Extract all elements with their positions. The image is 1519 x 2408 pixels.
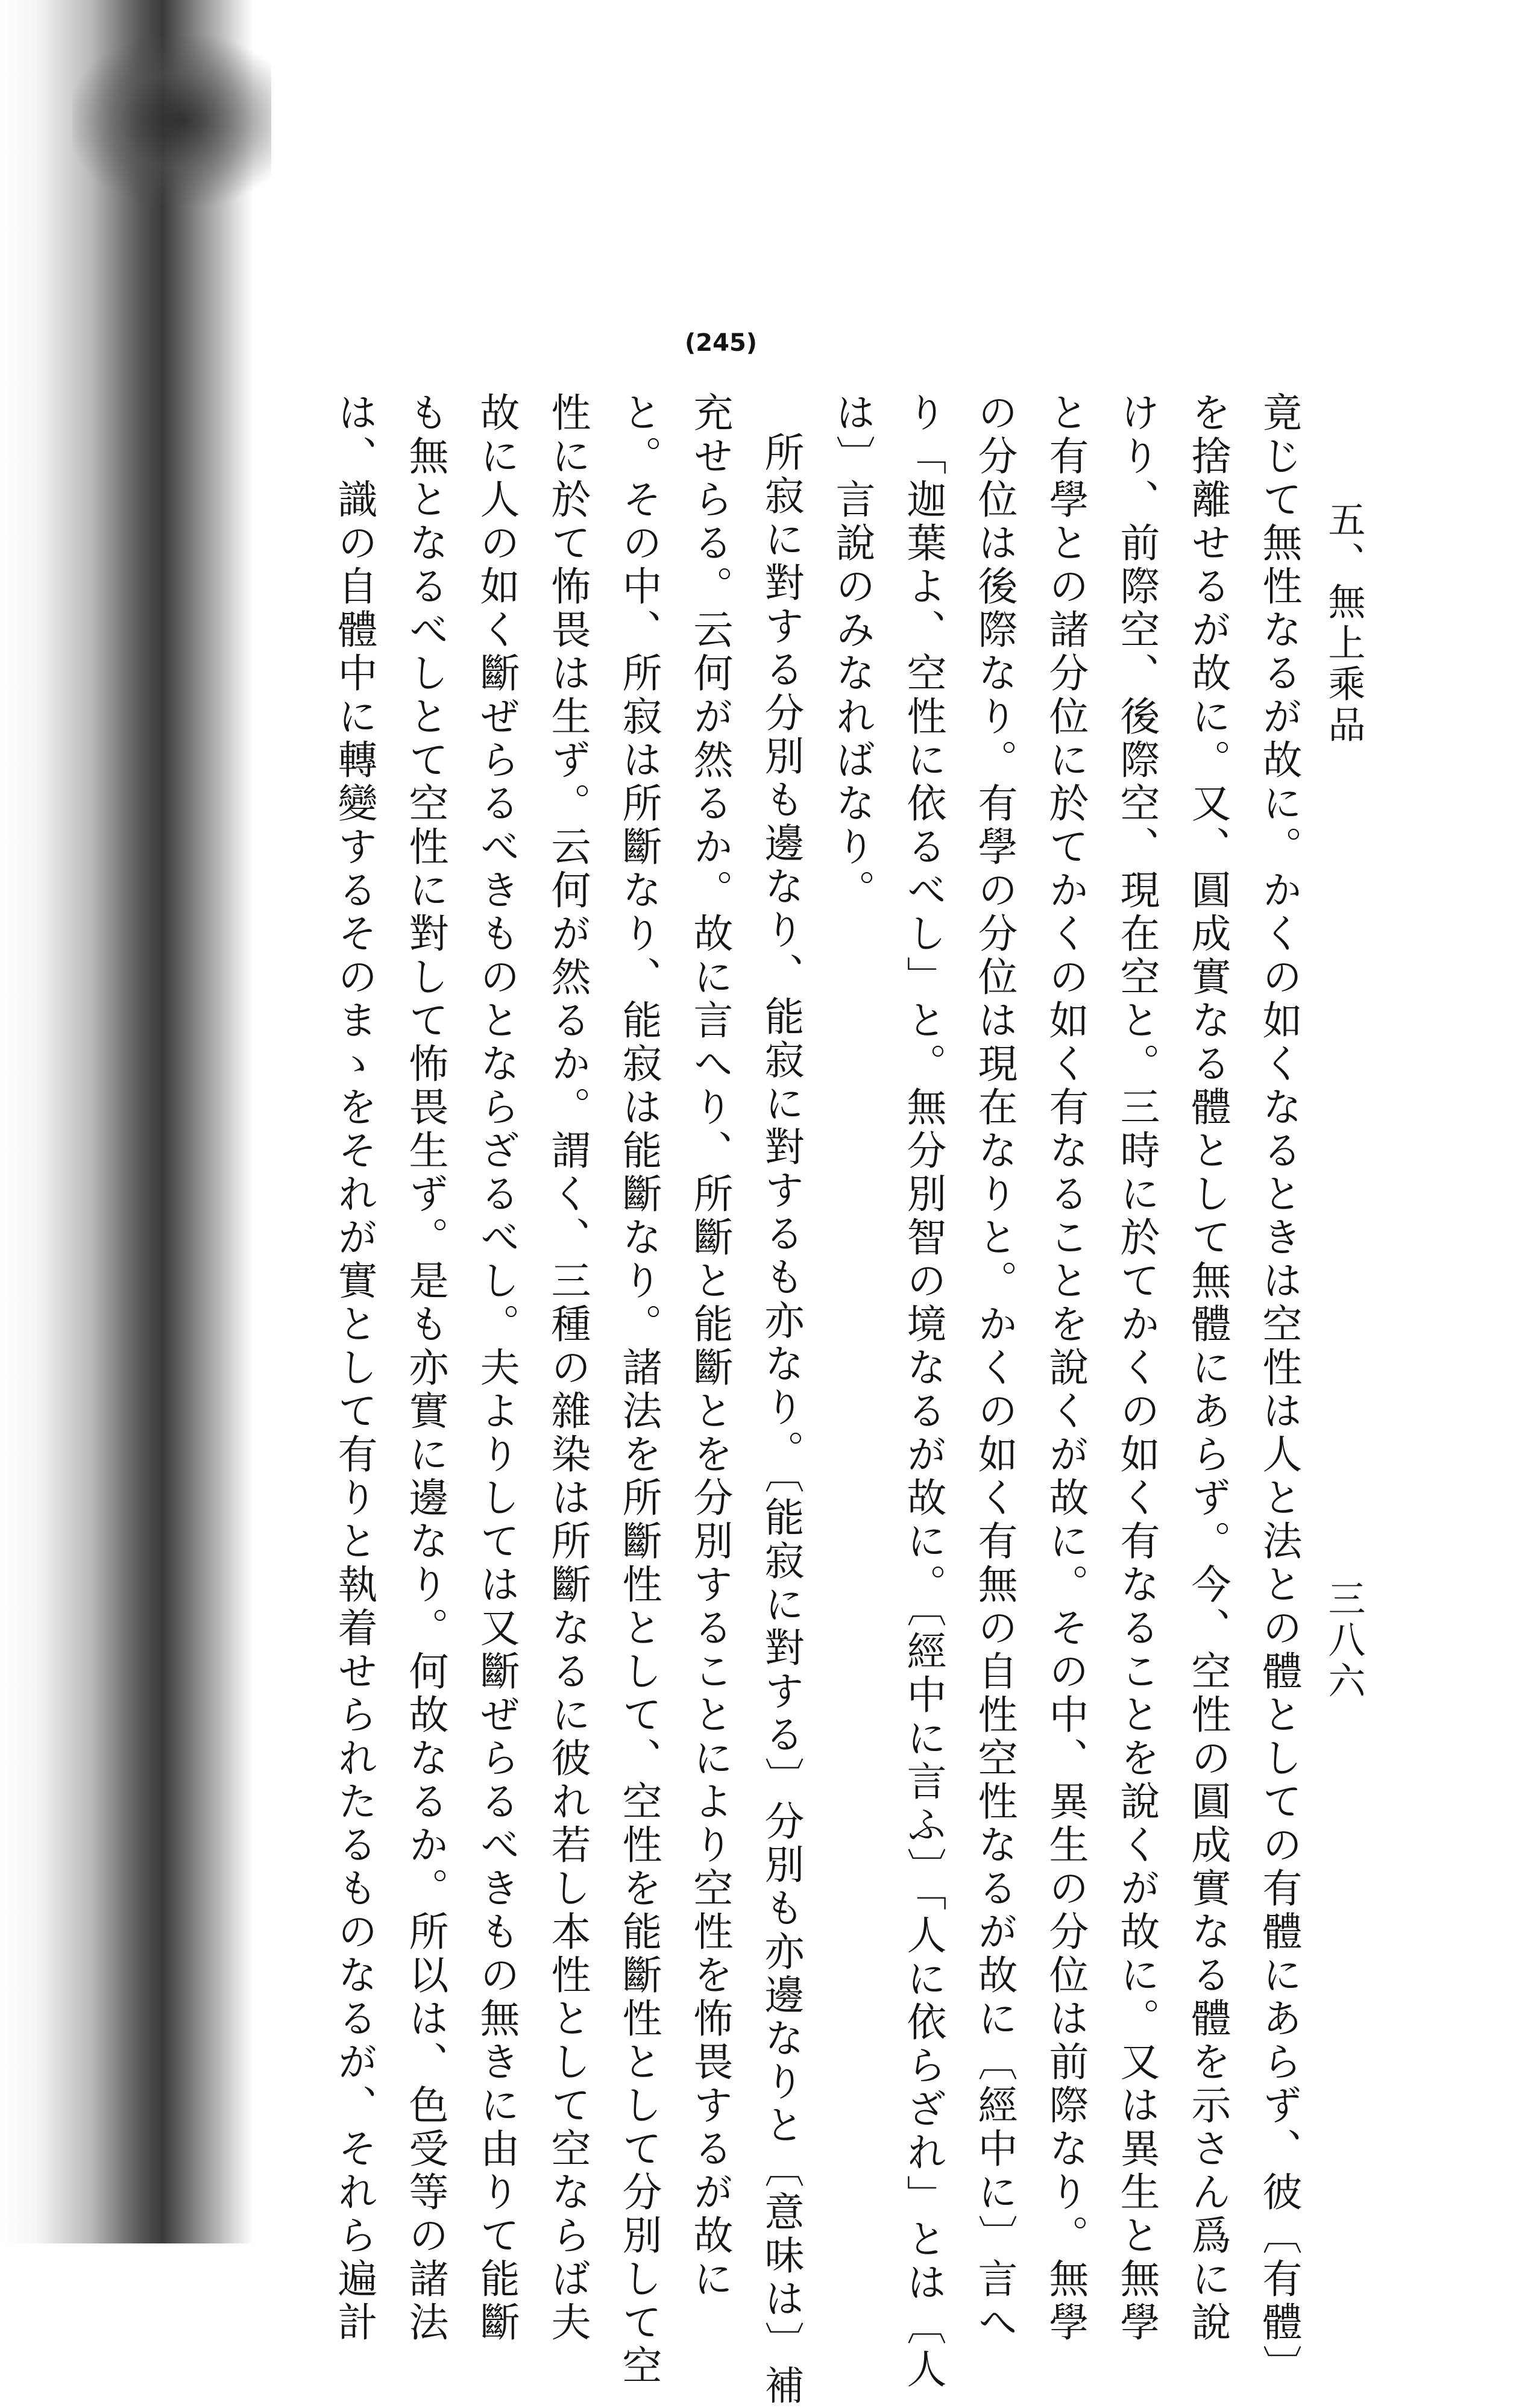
text-line: り「迦葉よ、空性に依るべし」と。無分別智の境なるが故に。〔經中に言ふ〕「人に依らざれ」とは〔人 [900,392,946,2392]
text-line: と。その中、所寂は所斷なり、能寂は能斷なり。諸法を所斷性として、空性を能斷性として分別して空 [615,392,662,2388]
text-line: の分位は後際なり。有學の分位は現在なりと。かくの如く有無の自性空性なるが故に〔經中に〕言へ [971,392,1017,2345]
body-text [318,392,1314,2408]
page-number: 三八六 [1322,1579,1366,1702]
text-line: と有學との諸分位に於てかくの如く有なることを說くが故に。その中、異生の分位は前際なり。無學 [1042,392,1089,2345]
text-line: を捨離せるが故に。又、圓成實なる體として無體にあらず。今、空性の圓成實なる體を示さん爲に說 [1184,392,1231,2345]
text-line-paragraph-start: 所寂に對する分別も邊なり、能寂に對するも亦なり。〔能寂に對する〕分別も亦邊なりと〔意味は〕補 [758,432,804,2408]
text-line: も無となるべしとて空性に對して怖畏生ず。是も亦實に邊なり。何故なるか。所以は、色受等の諸法 [402,392,448,2345]
text-line: 性に於て怖畏は生ず。云何が然るか。謂く、三種の雜染は所斷なるに彼れ若し本性として空ならば夫 [544,392,591,2345]
text-line: 故に人の如く斷ぜらるべきものとならざるべし。夫よりしては又斷ぜらるべきもの無きに由りて能斷 [473,392,520,2345]
book-spine-shadow [0,0,253,2243]
scan-smudge [72,36,271,205]
text-line: は、識の自體中に轉變するそのまゝをそれが實として有りと執着せられたるものなるが、それら遍計 [331,392,377,2345]
text-line: 竟じて無性なるが故に。かくの如くなるときは空性は人と法との體としての有體にあらず、彼〔有體〕 [1256,392,1302,2388]
running-header-chapter: 五、無上乘品 [1322,500,1366,746]
text-line: けり、前際空、後際空、現在空と。三時に於てかくの如く有なることを說くが故に。又は異生と無學 [1113,392,1160,2345]
text-line: 充せらる。云何が然るか。故に言へり、所斷と能斷とを分別することにより空性を怖畏するが故に [687,392,733,2301]
text-line: は〕言說のみなればなり。 [829,392,875,913]
plate-number: (245) [685,329,758,357]
